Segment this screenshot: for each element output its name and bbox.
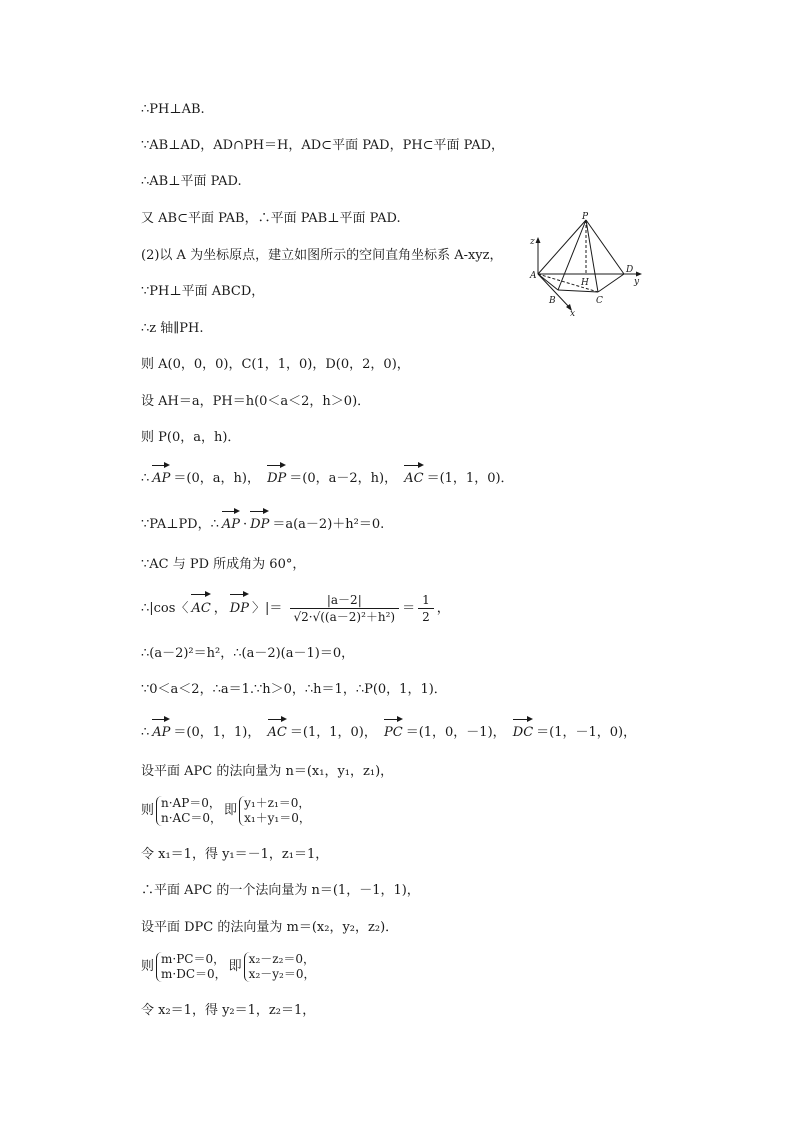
edge-pd bbox=[586, 220, 624, 274]
text-line: 设平面 APC 的法向量为 n＝(x₁，y₁，z₁)， bbox=[141, 764, 394, 779]
system-brace: m·PC＝0， m·DC＝0， bbox=[156, 952, 227, 982]
vector-pc: PC bbox=[384, 718, 403, 742]
text-line: 则 A(0，0，0)，C(1，1，0)，D(0，2，0)， bbox=[141, 357, 410, 372]
label-y: y bbox=[634, 277, 640, 287]
text-line: 又 AB⊂平面 PAB，∴平面 PAB⊥平面 PAD. bbox=[141, 211, 401, 226]
label-p: P bbox=[582, 212, 589, 222]
system-brace: n·AP＝0， n·AC＝0， bbox=[156, 796, 222, 826]
edge-cd bbox=[598, 274, 624, 292]
system-brace: x₂－z₂＝0， x₂－y₂＝0， bbox=[244, 952, 316, 982]
text-line: ∴z 轴∥PH. bbox=[141, 321, 204, 336]
equation-system: 则 n·AP＝0， n·AC＝0， 即 y₁＋z₁＝0， x₁＋y₁＝0， bbox=[141, 795, 311, 825]
y-axis-arrow bbox=[636, 272, 642, 277]
vector-dp: DP bbox=[250, 510, 269, 534]
vector-line: ∴ AP ＝(0，1，1)， AC ＝(1，1，0)， PC ＝(1，0，－1)， DC ＝(1，－1，0)， bbox=[141, 718, 636, 742]
vector-ac: AC bbox=[404, 464, 423, 488]
text-line: 则 P(0，a，h)． bbox=[141, 430, 241, 445]
edge-pa bbox=[538, 220, 586, 274]
vector-ap: AP bbox=[222, 510, 240, 534]
text-line: ∵0＜a＜2，∴a＝1.∵h＞0，∴h＝1，∴P(0，1，1)． bbox=[141, 682, 447, 697]
label-a: A bbox=[530, 271, 537, 281]
text-line: ∴PH⊥AB. bbox=[141, 102, 205, 117]
label-x: x bbox=[570, 309, 576, 316]
text-line: 令 x₂＝1，得 y₂＝1，z₂＝1， bbox=[141, 1003, 316, 1018]
edge-ab bbox=[538, 274, 558, 290]
text-line: (2)以 A 为坐标原点，建立如图所示的空间直角坐标系 A-xyz， bbox=[141, 248, 503, 263]
text-line: 设平面 DPC 的法向量为 m＝(x₂，y₂，z₂)． bbox=[141, 920, 399, 935]
equation-system: 则 m·PC＝0， m·DC＝0， 即 x₂－z₂＝0， x₂－y₂＝0， bbox=[141, 951, 316, 981]
label-h: H bbox=[581, 278, 589, 288]
vector-line: ∴ AP ＝(0，a，h)， DP ＝(0，a－2，h)， AC ＝(1，1，0)． bbox=[141, 464, 514, 488]
text-line: ∵PH⊥平面 ABCD， bbox=[141, 284, 265, 299]
text-line: ∵AC 与 PD 所成角为 60°， bbox=[141, 557, 306, 572]
text-line: ∴(a－2)²＝h²，∴(a－2)(a－1)＝0， bbox=[141, 646, 355, 661]
vector-line: ∵PA⊥PD，∴ AP · DP ＝a(a－2)＋h²＝0. bbox=[141, 510, 384, 534]
text-line: ∵AB⊥AD，AD∩PH＝H，AD⊂平面 PAD，PH⊂平面 PAD， bbox=[141, 138, 505, 153]
label-b: B bbox=[549, 296, 556, 306]
text-line: 设 AH＝a，PH＝h(0＜a＜2，h＞0)． bbox=[141, 394, 371, 409]
label-c: C bbox=[596, 296, 603, 306]
vector-dp: DP bbox=[267, 464, 286, 488]
text-line: ∴平面 APC 的一个法向量为 n＝(1，－1，1)， bbox=[141, 883, 420, 898]
pyramid-figure bbox=[528, 212, 648, 316]
cos-fraction: $\frac{|a-2|}{\text{√2·√((a－2)²＋h²)}}$ bbox=[290, 592, 400, 625]
half-fraction: $\frac{1}{2}$ bbox=[418, 592, 434, 625]
cos-line: ∴|cos〈 AC ， DP 〉|＝ $\frac{|a-2|}{\text{√2·√((a－2)²＋h²)}}$ ＝ $\frac{1}{2}$ ， bbox=[141, 593, 450, 624]
vector-dp: DP bbox=[230, 593, 249, 619]
vector-dc: DC bbox=[513, 718, 533, 742]
label-d: D bbox=[626, 265, 634, 275]
vector-ac: AC bbox=[191, 593, 210, 619]
vector-ap: AP bbox=[152, 464, 170, 488]
text-line: ∴AB⊥平面 PAD. bbox=[141, 174, 242, 189]
z-axis-arrow bbox=[536, 237, 541, 243]
text-line: 令 x₁＝1，得 y₁＝－1，z₁＝1， bbox=[141, 847, 329, 862]
system-brace: y₁＋z₁＝0， x₁＋y₁＝0， bbox=[239, 796, 311, 826]
vector-ap: AP bbox=[152, 718, 170, 742]
label-z: z bbox=[530, 237, 535, 247]
vector-ac: AC bbox=[268, 718, 287, 742]
